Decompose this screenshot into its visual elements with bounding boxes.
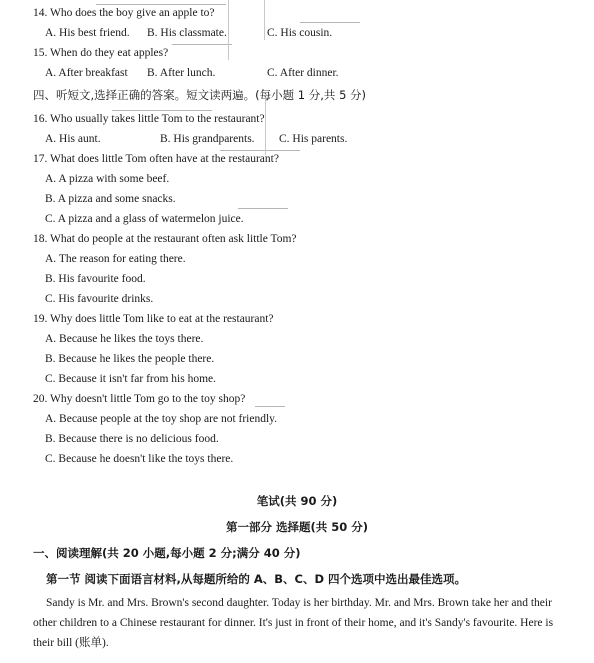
scan-line bbox=[112, 110, 212, 111]
reading-passage: Sandy is Mr. and Mrs. Brown's second daughter. Today is her birthday. Mr. and Mrs. Brown take her and their other children to a Chinese restaurant for dinner. It's just in front of their home, and it's Sandy's favourite. Here is their bill (账单). bbox=[33, 597, 554, 649]
option-20-a[interactable]: A. Because people at the toy shop are not friendly. bbox=[45, 413, 278, 425]
section-1-instructions: 第一节 阅读下面语言材料,从每题所给的 A、B、C、D 四个选项中选出最佳选项。 bbox=[46, 572, 467, 586]
option-14-a[interactable]: A. His best friend. bbox=[45, 27, 130, 39]
question-20: 20. Why doesn't little Tom go to the toy shop? bbox=[33, 393, 246, 405]
option-18-c[interactable]: C. His favourite drinks. bbox=[45, 293, 154, 305]
scan-line bbox=[172, 44, 232, 45]
scan-line bbox=[264, 0, 265, 40]
scan-line bbox=[300, 22, 360, 23]
option-19-c[interactable]: C. Because it isn't far from his home. bbox=[45, 373, 217, 385]
question-14: 14. Who does the boy give an apple to? bbox=[33, 7, 215, 19]
option-19-a[interactable]: A. Because he likes the toys there. bbox=[45, 333, 204, 345]
option-17-c[interactable]: C. A pizza and a glass of watermelon juice. bbox=[45, 213, 244, 225]
option-15-a[interactable]: A. After breakfast bbox=[45, 67, 128, 79]
question-19: 19. Why does little Tom like to eat at the restaurant? bbox=[33, 313, 274, 325]
option-16-c[interactable]: C. His parents. bbox=[279, 133, 348, 145]
reading-section-title: 一、阅读理解(共 20 小题,每小题 2 分;满分 40 分) bbox=[33, 546, 301, 560]
part-1-title: 第一部分 选择题(共 50 分) bbox=[225, 520, 369, 534]
question-18: 18. What do people at the restaurant often ask little Tom? bbox=[33, 233, 297, 245]
option-16-b[interactable]: B. His grandparents. bbox=[160, 133, 255, 145]
option-20-c[interactable]: C. Because he doesn't like the toys there. bbox=[45, 453, 234, 465]
option-18-b[interactable]: B. His favourite food. bbox=[45, 273, 146, 285]
option-14-b[interactable]: B. His classmate. bbox=[147, 27, 227, 39]
question-15: 15. When do they eat apples? bbox=[33, 47, 169, 59]
scan-line bbox=[96, 4, 226, 5]
scan-line bbox=[220, 150, 300, 151]
option-14-c[interactable]: C. His cousin. bbox=[267, 27, 333, 39]
option-16-a[interactable]: A. His aunt. bbox=[45, 133, 101, 145]
option-15-c[interactable]: C. After dinner. bbox=[267, 67, 339, 79]
scan-line bbox=[228, 0, 229, 60]
written-test-title: 笔试(共 90 分) bbox=[256, 494, 338, 508]
scan-line bbox=[265, 100, 266, 155]
scan-line bbox=[255, 406, 285, 407]
section-4-instructions: 四、听短文,选择正确的答案。短文读两遍。(每小题 1 分,共 5 分) bbox=[33, 88, 367, 102]
option-17-a[interactable]: A. A pizza with some beef. bbox=[45, 173, 170, 185]
option-17-b[interactable]: B. A pizza and some snacks. bbox=[45, 193, 176, 205]
option-20-b[interactable]: B. Because there is no delicious food. bbox=[45, 433, 219, 445]
option-18-a[interactable]: A. The reason for eating there. bbox=[45, 253, 186, 265]
scan-line bbox=[238, 208, 288, 209]
question-17: 17. What does little Tom often have at the restaurant? bbox=[33, 153, 279, 165]
option-15-b[interactable]: B. After lunch. bbox=[147, 67, 216, 79]
question-16: 16. Who usually takes little Tom to the restaurant? bbox=[33, 113, 265, 125]
option-19-b[interactable]: B. Because he likes the people there. bbox=[45, 353, 215, 365]
